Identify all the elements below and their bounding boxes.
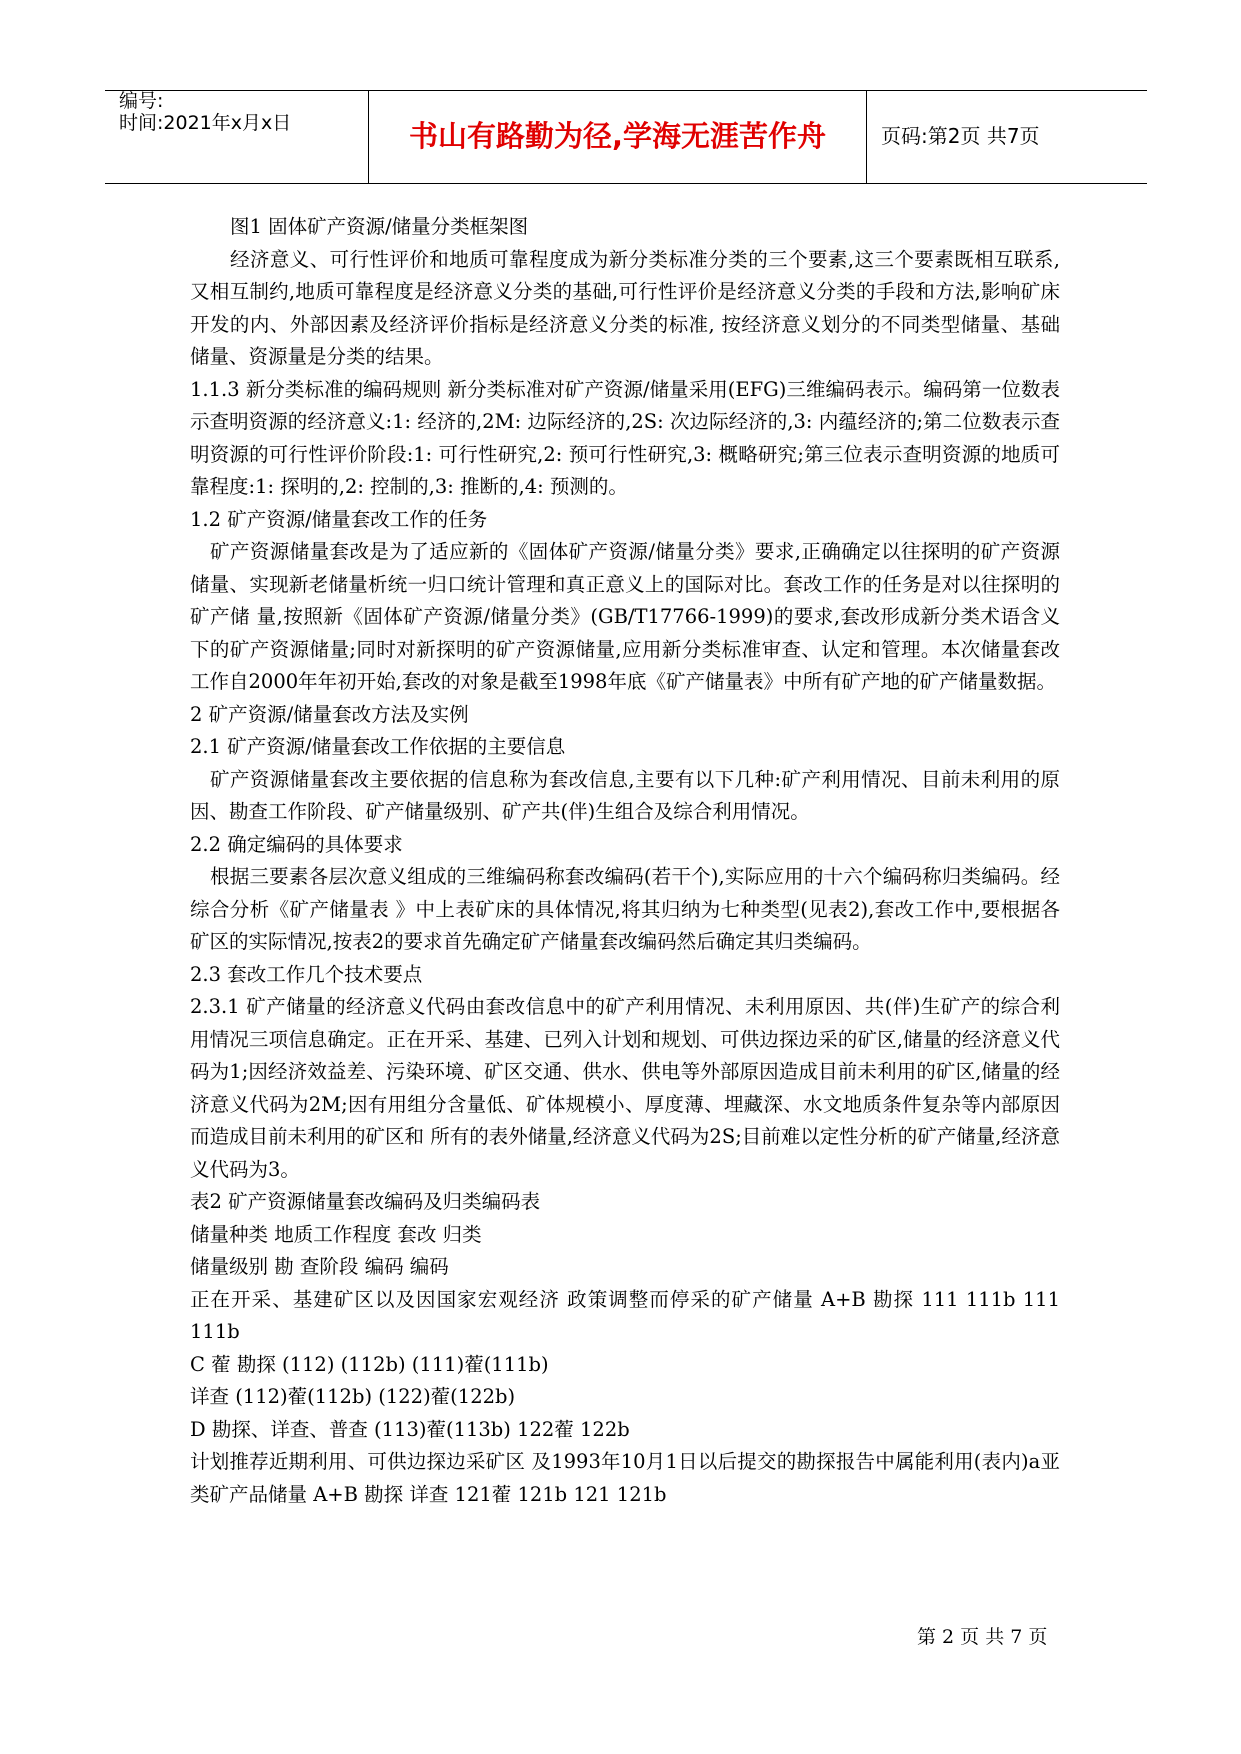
header-motto: 书山有路勤为径,学海无涯苦作舟	[408, 119, 827, 153]
header-page-cell	[867, 91, 1147, 183]
body-paragraph: 矿产资源储量套改是为了适应新的《固体矿产资源/储量分类》要求,正确确定以往探明的矿产资源储量、实现新老储量析统一归口统计管理和真正意义上的国际对比。套改工作的任务是对以往探明的矿产储 量,按照新《固体矿产资源/储量分类》(GB/T17766-1999)的要求,套改形成新分类术语含义下的矿产资源储量;同时对新探明的矿产资源储量,应用新分类标准审查、认定和管理。本次储量套改工作自2000年年初开始,套改的对象是截至1998年底《矿产储量表》中所有矿产地的矿产储量数据。	[190, 540, 1060, 693]
body-paragraph: 2.2 确定编码的具体要求	[190, 832, 403, 856]
body-paragraph: 2.3.1 矿产储量的经济意义代码由套改信息中的矿产利用情况、未利用原因、共(伴)生矿产的综合利用情况三项信息确定。正在开采、基建、已列入计划和规划、可供边探边采的矿区,储量的经济意义代码为1;因经济效益差、污染环境、矿区交通、供水、供电等外部原因造成目前未利用的矿区,储量的经济意义代码为2M;因有用组分含量低、矿体规模小、厚度薄、埋藏深、水文地质条件复杂等内部原因而造成目前未利用的矿区和 所有的表外储量,经济意义代码为2S;目前难以定性分析的矿产储量,经济意义代码为3。	[190, 995, 1060, 1181]
body-paragraph: 2 矿产资源/储量套改方法及实例	[190, 702, 469, 726]
document-body	[190, 211, 1060, 1511]
body-paragraph: 经济意义、可行性评价和地质可靠程度成为新分类标准分类的三个要素,这三个要素既相互联系,又相互制约,地质可靠程度是经济意义分类的基础,可行性评价是经济意义分类的手段和方法,影响矿床开发的内、外部因素及经济评价指标是经济意义分类的标准, 按经济意义划分的不同类型储量、基础储量、资源量是分类的结果。	[190, 247, 1060, 368]
body-paragraph: C 蒮 勘探 (112) (112b) (111)蒮(111b)	[190, 1352, 549, 1376]
page-footer: 第 2 页 共 7 页	[917, 1626, 1048, 1648]
body-paragraph: 储量种类 地质工作程度 套改 归类	[190, 1222, 482, 1246]
page-header	[105, 90, 1147, 184]
body-paragraph: 计划推荐近期利用、可供边探边采矿区 及1993年10月1日以后提交的勘探报告中属能利用(表内)a亚类矿产品储量 A+B 勘探 详查 121蒮 121b 121 121b	[190, 1450, 1060, 1506]
body-paragraph: 正在开采、基建矿区以及因国家宏观经济 政策调整而停采的矿产储量 A+B 勘探 111 111b 111 111b	[190, 1287, 1060, 1343]
header-info-cell	[105, 91, 369, 183]
body-paragraph: 1.2 矿产资源/储量套改工作的任务	[190, 507, 488, 531]
document-time-label: 时间:2021年x月x日	[119, 112, 292, 134]
body-paragraph: 1.1.3 新分类标准的编码规则 新分类标准对矿产资源/储量采用(EFG)三维编码表示。编码第一位数表示查明资源的经济意义:1: 经济的,2M: 边际经济的,2S: 次边际经济的,3: 内蕴经济的;第二位数表示查明资源的可行性评价阶段:1: 可行性研究,2: 预可行性研究,3: 概略研究;第三位表示查明资源的地质可靠程度:1: 探明的,2: 控制的,3: 推断的,4: 预测的。	[190, 377, 1060, 498]
header-page-code: 页码:第2页 共7页	[881, 124, 1040, 148]
figure-caption: 图1 固体矿产资源/储量分类框架图	[230, 215, 529, 238]
header-motto-cell	[369, 91, 867, 183]
body-paragraph: 表2 矿产资源储量套改编码及归类编码表	[190, 1190, 541, 1213]
body-paragraph: 详查 (112)蒮(112b) (122)蒮(122b)	[190, 1385, 516, 1408]
body-paragraph: 储量级别 勘 查阶段 编码 编码	[190, 1255, 449, 1278]
document-number-label: 编号:	[119, 90, 164, 112]
body-paragraph: D 勘探、详查、普查 (113)蒮(113b) 122蒮 122b	[190, 1417, 630, 1441]
body-paragraph: 根据三要素各层次意义组成的三维编码称套改编码(若干个),实际应用的十六个编码称归类编码。经综合分析《矿产储量表 》中上表矿床的具体情况,将其归纳为七种类型(见表2),套改工作中,要根据各矿区的实际情况,按表2的要求首先确定矿产储量套改编码然后确定其归类编码。	[190, 865, 1060, 953]
body-paragraph: 2.1 矿产资源/储量套改工作依据的主要信息	[190, 735, 566, 758]
body-paragraph: 矿产资源储量套改主要依据的信息称为套改信息,主要有以下几种:矿产利用情况、目前未利用的原因、勘查工作阶段、矿产储量级别、矿产共(伴)生组合及综合利用情况。	[190, 767, 1060, 823]
body-paragraph: 2.3 套改工作几个技术要点	[190, 962, 423, 986]
